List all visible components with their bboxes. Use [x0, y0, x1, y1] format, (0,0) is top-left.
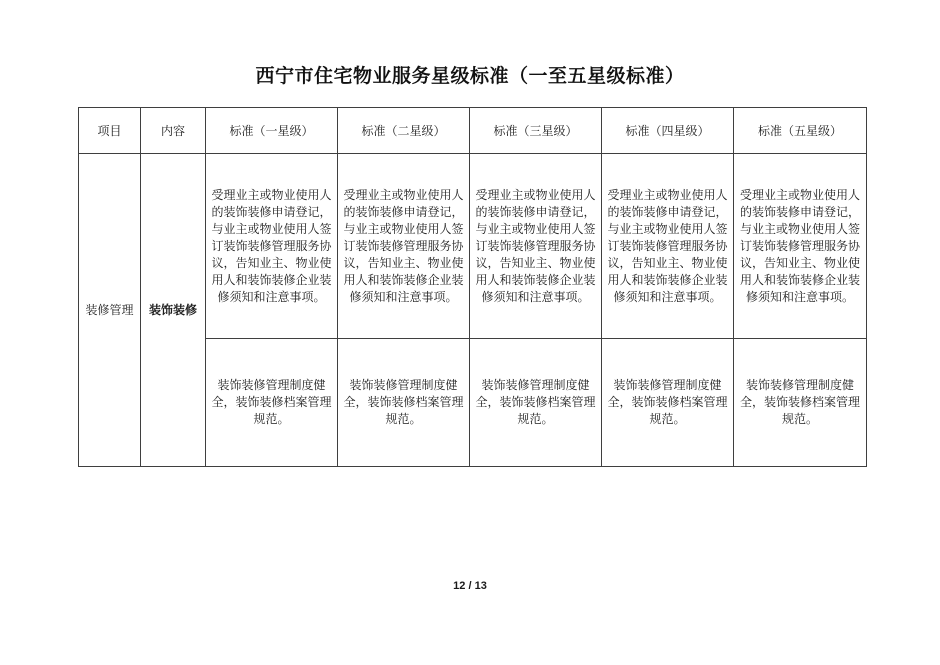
standard-cell-3star-archives: 装饰装修管理制度健全，装饰装修档案管理规范。 [470, 339, 602, 467]
column-header-standard-5star: 标准（五星级） [734, 108, 867, 154]
column-header-project: 项目 [79, 108, 141, 154]
page-number: 12 / 13 [453, 580, 487, 592]
column-header-standard-2star: 标准（二星级） [338, 108, 470, 154]
standard-cell-5star-registration: 受理业主或物业使用人的装饰装修申请登记，与业主或物业使用人签订装饰装修管理服务协议，告知业主、物业使用人和装饰装修企业装修须知和注意事项。 [734, 154, 867, 339]
standard-cell-2star-archives: 装饰装修管理制度健全，装饰装修档案管理规范。 [338, 339, 470, 467]
standard-cell-1star-registration: 受理业主或物业使用人的装饰装修申请登记，与业主或物业使用人签订装饰装修管理服务协议，告知业主、物业使用人和装饰装修企业装修须知和注意事项。 [206, 154, 338, 339]
table-row-registration [79, 154, 867, 339]
standard-cell-4star-archives: 装饰装修管理制度健全，装饰装修档案管理规范。 [602, 339, 734, 467]
standard-cell-3star-registration: 受理业主或物业使用人的装饰装修申请登记，与业主或物业使用人签订装饰装修管理服务协议，告知业主、物业使用人和装饰装修企业装修须知和注意事项。 [470, 154, 602, 339]
column-header-standard-1star: 标准（一星级） [206, 108, 338, 154]
document-title: 西宁市住宅物业服务星级标准（一至五星级标准） [255, 66, 685, 87]
table-header-row [79, 108, 867, 154]
column-header-standard-4star: 标准（四星级） [602, 108, 734, 154]
standard-cell-1star-archives: 装饰装修管理制度健全，装饰装修档案管理规范。 [206, 339, 338, 467]
column-header-content: 内容 [141, 108, 206, 154]
project-cell: 装修管理 [79, 154, 141, 467]
standard-cell-4star-registration: 受理业主或物业使用人的装饰装修申请登记，与业主或物业使用人签订装饰装修管理服务协议，告知业主、物业使用人和装饰装修企业装修须知和注意事项。 [602, 154, 734, 339]
standards-table [78, 107, 867, 467]
column-header-standard-3star: 标准（三星级） [470, 108, 602, 154]
standard-cell-2star-registration: 受理业主或物业使用人的装饰装修申请登记，与业主或物业使用人签订装饰装修管理服务协议，告知业主、物业使用人和装饰装修企业装修须知和注意事项。 [338, 154, 470, 339]
standard-cell-5star-archives: 装饰装修管理制度健全，装饰装修档案管理规范。 [734, 339, 867, 467]
content-cell: 装饰装修 [141, 154, 206, 467]
